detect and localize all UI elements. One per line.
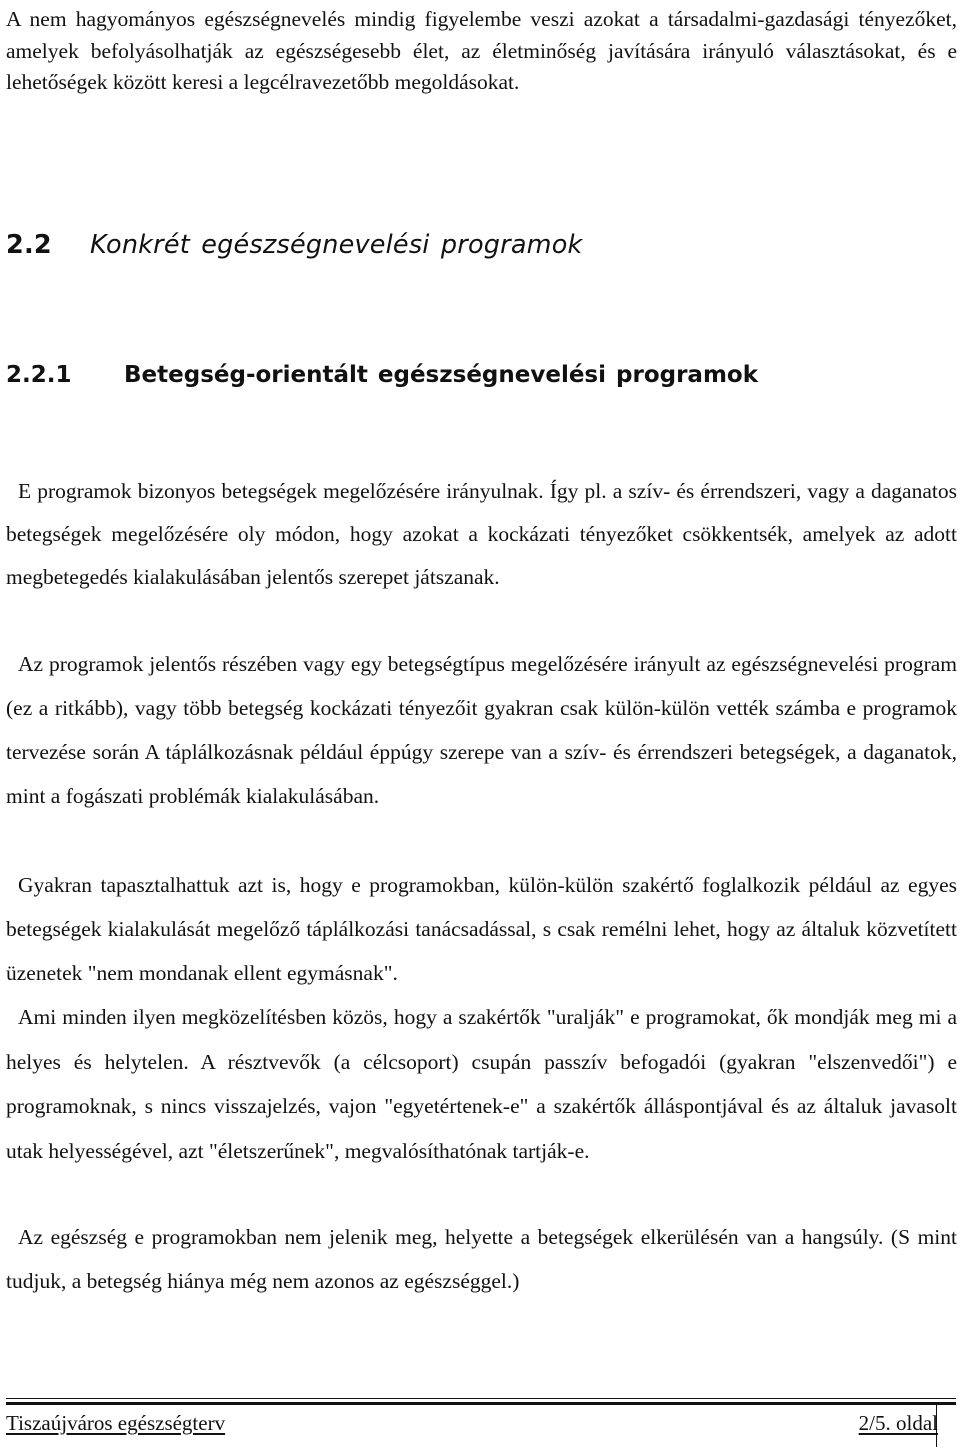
body-paragraph: Gyakran tapasztalhattuk azt is, hogy e programokban, külön-külön szakértő foglalkozik például az egyes betegségek kialakulását megelőző táplálkozási tanácsadással, s csak remélni lehet, hogy az általuk közvetített üzenetek "nem mondanak ellent egymásnak". bbox=[6, 873, 957, 985]
subsection-heading-2-2-1 bbox=[6, 362, 758, 388]
subsection-number: 2.2.1 bbox=[6, 362, 72, 388]
section-title: Konkrét egészségnevelési programok bbox=[90, 230, 583, 260]
section-heading-2-2 bbox=[6, 230, 582, 260]
subsection-title: Betegség-orientált egészségnevelési programok bbox=[124, 362, 759, 388]
body-paragraph: E programok bizonyos betegségek megelőzésére irányulnak. Így pl. a szív- és érrendszeri, vagy a daganatos betegségek megelőzésére oly módon, hogy azokat a kockázati tényezőket csökkentsék, amelyek az adott megbetegedés kialakulásában jelentős szerepet játszanak. bbox=[6, 479, 957, 589]
intro-paragraph: A nem hagyományos egészségnevelés mindig figyelembe veszi azokat a társadalmi-gazdasági tényezőket, amelyek befolyásolhatják az egészségesebb élet, az életminőség javítására irányuló választásokat, és e lehetőségek között keresi a legcélravezetőbb megoldásokat. bbox=[6, 7, 957, 94]
body-paragraph: Az programok jelentős részében vagy egy betegségtípus megelőzésére irányult az egészségnevelési program (ez a ritkább), vagy több betegség kockázati tényezőit gyakran csak külön-külön vették számba e programok tervezése során A táplálkozásnak például éppúgy szerepe van a szív- és érrendszeri betegségek, a daganatok, mint a fogászati problémák kialakulásában. bbox=[6, 652, 957, 808]
body-paragraph: Az egészség e programokban nem jelenik meg, helyette a betegségek elkerülésén van a hangsúly. (S mint tudjuk, a betegség hiánya még nem azonos az egészséggel.) bbox=[6, 1225, 957, 1293]
body-paragraph: Ami minden ilyen megközelítésben közös, hogy a szakértők "uralják" e programokat, ők mondják meg mi a helyes és helytelen. A résztvevők (a célcsoport) csupán passzív befogadói (gyakran "elszenvedői") e programoknak, s nincs visszajelzés, vajon "egyetértenek-e" a szakértők álláspontjával és az általuk javasolt utak helyességével, azt "életszerűnek", megvalósíthatónak tartják-e. bbox=[6, 1005, 957, 1163]
footer-divider bbox=[6, 1398, 956, 1399]
section-number: 2.2 bbox=[6, 230, 52, 260]
footer-page-number: 2/5. oldal bbox=[858, 1411, 938, 1435]
footer-document-title: Tiszaújváros egészségterv bbox=[6, 1411, 226, 1435]
footer-divider-thick bbox=[6, 1402, 956, 1405]
